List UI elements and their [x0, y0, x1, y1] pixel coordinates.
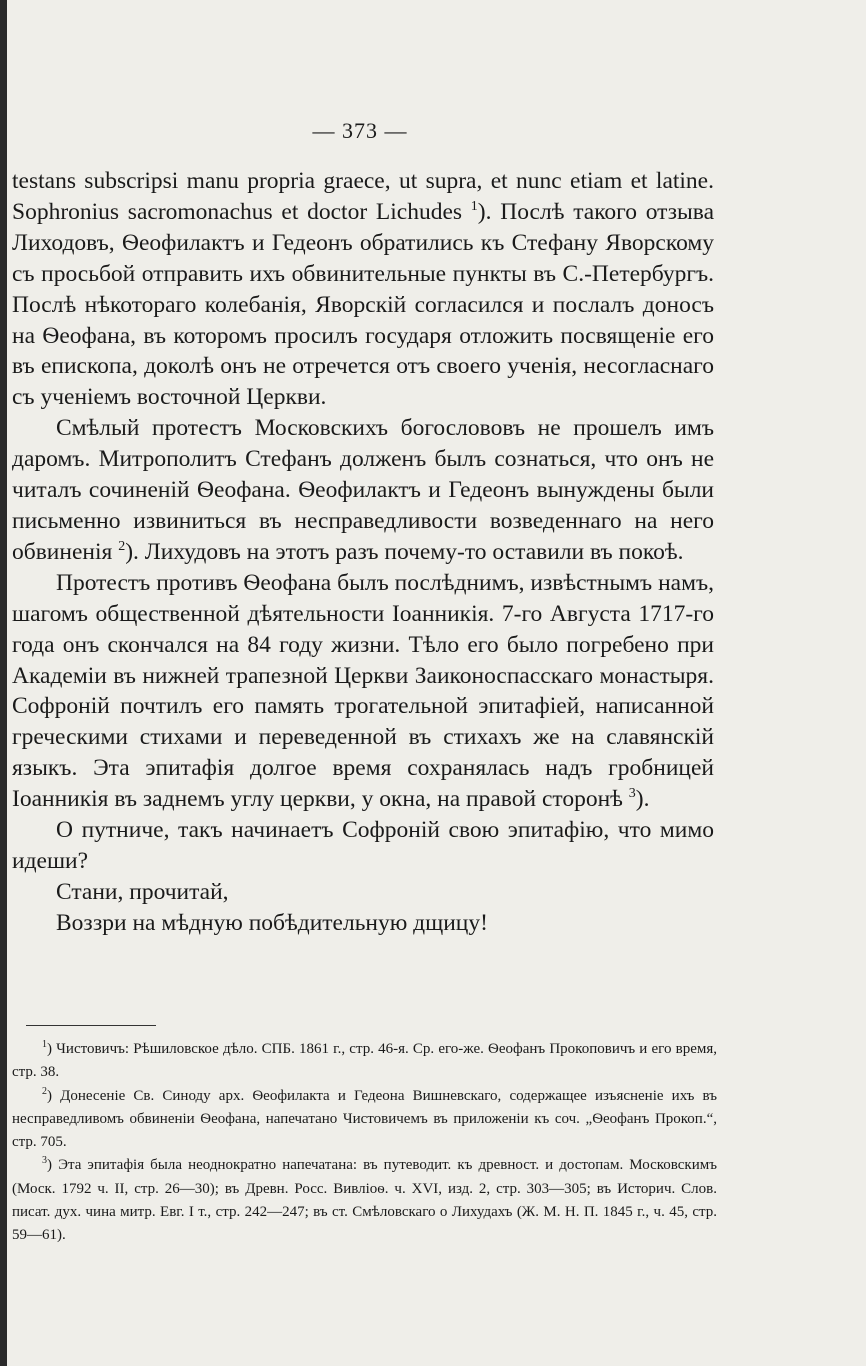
paragraph-3: Протестъ противъ Ѳеофана былъ послѣднимъ, извѣстнымъ намъ, шагомъ общественной дѣятельности Іоанникія. 7-го Августа 1717-го года онъ скончался на 84 году жизни. Тѣло его было погребено при Академіи въ нижней трапезной Церкви Заиконоспасскаго монастыря. Софроній почтилъ его память трогательной эпитафіей, написанной греческими стихами и переведенной въ стихахъ же на славянскій языкъ. Эта эпитафія долгое время сохранялась надъ гробницей Іоанникія въ заднемъ углу церкви, у окна, на правой сторонѣ $^3$).	[12, 569, 714, 813]
paragraph-1: testans subscripsi manu propria graece, ut supra, et nunc etiam et latine. Sophronius sacromonachus et doctor Lichudes $^1$). Послѣ такого отзыва Лиходовъ, Ѳеофилактъ и Гедеонъ обратились къ Стефану Яворскому съ просьбой отправить ихъ обвинительные пункты въ С.-Петербургъ. Послѣ нѣкотораго колебанія, Яворскій согласился и послалъ доносъ на Ѳеофана, въ которомъ просилъ государя отложить посвященіе его въ епископа, доколѣ онъ не отречется отъ своего ученія, несогласнаго съ ученіемъ восточной Церкви.	[12, 168, 714, 411]
footnote-divider	[26, 1025, 156, 1026]
footnote-ref-3[interactable]: 3	[628, 786, 636, 802]
footnote-1: $^1$) Чистовичъ: Рѣшиловское дѣло. СПБ. 1861 г., стр. 46-я. Ср. его-же. Ѳеофанъ Прокоповичъ и его время, стр. 38.	[12, 1039, 717, 1081]
footnote-ref-1[interactable]: 1	[470, 199, 478, 215]
verse-line-1: Стани, прочитай,	[56, 878, 229, 905]
page-number: — 373 —	[312, 118, 408, 143]
footnotes	[12, 1038, 717, 1248]
verse-line-2: Воззри на мѣдную побѣдительную дщицу!	[56, 909, 488, 936]
paragraph-4: О путниче, такъ начинаетъ Софроній свою эпитафію, что мимо идеши?	[12, 817, 714, 874]
page-binding-edge	[0, 0, 7, 1366]
footnote-2: $^2$) Донесеніе Св. Синоду арх. Ѳеофилакта и Гедеона Вишневскаго, содержащее изъясненіе ихъ въ несправедливомъ обвиненіи Ѳеофана, напечатано Чистовичемъ въ приложеніи къ соч. „Ѳеофанъ Прокоп.“, стр. 705.	[12, 1085, 717, 1151]
paragraph-2: Смѣлый протестъ Московскихъ богослововъ не прошелъ имъ даромъ. Митрополитъ Стефанъ долженъ былъ сознаться, что онъ не читалъ сочиненій Ѳеофана. Ѳеофилактъ и Гедеонъ вынуждены были письменно извиниться въ несправедливости возведеннаго на него обвиненія $^2$). Лихудовъ на этотъ разъ почему-то оставили въ покоѣ.	[12, 415, 714, 565]
footnote-ref-2[interactable]: 2	[118, 539, 126, 555]
footnote-3: $^3$) Эта эпитафія была неоднократно напечатана: въ путеводит. къ древност. и достопам. Московскимъ (Моск. 1792 ч. II, стр. 26—30); въ Древн. Росс. Вивліоѳ. ч. XVI, изд. 2, стр. 303—305; въ Историч. Слов. писат. дух. чина митр. Евг. I т., стр. 242—247; въ ст. Смѣловскаго о Лихудахъ (Ж. М. Н. П. 1845 г., ч. 45, стр. 59—61).	[12, 1155, 717, 1244]
main-text	[12, 166, 714, 939]
